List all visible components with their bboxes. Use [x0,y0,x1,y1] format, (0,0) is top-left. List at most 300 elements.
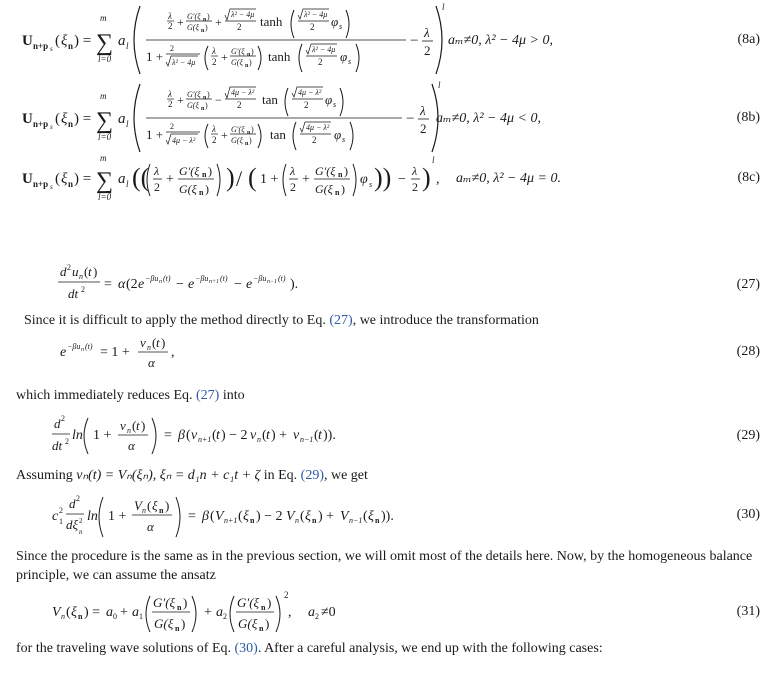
svg-text:d: d [69,496,76,511]
equation-31 [0,588,782,636]
svg-text:n+1: n+1 [198,435,212,444]
svg-text:n: n [199,188,204,197]
svg-text:1 +: 1 + [93,428,112,443]
svg-text:a: a [118,33,126,49]
svg-text:n: n [375,516,380,525]
svg-text:2: 2 [318,57,323,67]
equation-28-formula [58,332,258,372]
svg-text:): ) [207,90,210,99]
svg-text:ξ: ξ [305,509,311,524]
svg-text:λ: λ [168,11,172,21]
svg-text:∑: ∑ [96,30,114,56]
svg-text:1: 1 [59,517,63,526]
svg-text:G(ξ: G(ξ [187,23,199,32]
svg-text:α: α [128,438,135,453]
svg-text:+: + [204,605,212,620]
equation-8b-formula [22,78,672,158]
svg-text:u: u [72,264,79,279]
svg-text:a: a [118,171,126,187]
eq-27-link[interactable]: (27) [329,313,353,328]
svg-text:n: n [177,603,182,612]
svg-text:G(ξ: G(ξ [154,616,174,631]
svg-text:λ: λ [212,124,216,134]
svg-text:n: n [68,41,74,51]
svg-text:n+p: n+p [33,41,49,51]
svg-text:) − 2: ) − 2 [256,509,283,524]
equation-31-number: (31) [736,604,760,619]
svg-text:φ: φ [334,127,342,142]
equation-29 [0,410,782,460]
svg-text:n: n [61,612,65,621]
svg-text:2: 2 [290,180,296,194]
svg-text:n: n [257,435,261,444]
svg-text:n: n [79,528,83,536]
svg-text:).: ). [290,277,299,292]
svg-text:n: n [312,516,317,525]
svg-text:m: m [100,153,107,163]
svg-text:s: s [50,183,53,191]
svg-text:tan: tan [270,127,286,142]
svg-text:β: β [178,428,185,443]
svg-text:G′(ξ: G′(ξ [237,595,260,610]
svg-text:t: t [136,418,140,433]
svg-text:n: n [201,28,205,34]
svg-text:(: ( [55,111,60,127]
equation-8c [0,152,782,204]
svg-text:U: U [22,171,33,187]
svg-text:n: n [68,179,74,189]
svg-text:α: α [148,355,155,370]
svg-text:e: e [138,277,145,292]
svg-text:s: s [333,100,337,109]
svg-text:G′(ξ: G′(ξ [231,125,245,134]
svg-text:t: t [266,428,270,443]
svg-text:2: 2 [412,180,418,194]
equation-8b-condition: aₘ≠0, λ² − 4μ < 0, [436,111,541,126]
equation-30-number: (30) [736,507,760,522]
svg-text:): ) [165,498,170,513]
svg-text:n: n [159,279,162,285]
svg-text:U: U [22,33,33,49]
svg-text:(t): (t) [220,274,228,283]
svg-text:φ: φ [325,92,333,107]
svg-text:(: ( [238,509,243,524]
svg-text:2: 2 [237,22,242,32]
svg-text:(t): (t) [278,274,286,283]
svg-text:G(ξ: G(ξ [179,182,197,196]
svg-text:V: V [52,605,61,620]
svg-text:e: e [188,277,195,292]
svg-text:+: + [120,605,128,620]
svg-text:) =: ) = [74,111,92,127]
svg-text:n−1: n−1 [300,435,314,444]
svg-text:n: n [159,506,164,515]
svg-text:ξ: ξ [61,33,68,49]
svg-text:tanh: tanh [268,49,291,64]
svg-text:G(ξ: G(ξ [238,616,258,631]
svg-text:): ) [341,182,345,196]
svg-text:G′(ξ: G′(ξ [315,164,336,178]
svg-text:): ) [344,164,348,178]
svg-text:≠0: ≠0 [321,605,336,620]
equation-31-formula [50,588,370,636]
svg-text:2: 2 [59,506,63,515]
svg-text:ξ: ξ [61,171,68,187]
svg-text:) +: ) + [271,428,288,443]
svg-text:λ² − 4μ: λ² − 4μ [172,58,196,67]
svg-text:−: − [176,277,184,292]
svg-text:λ² − 4μ: λ² − 4μ [312,45,336,54]
svg-text:t: t [216,428,220,443]
svg-text:λ: λ [424,25,430,40]
svg-text:n: n [259,624,264,633]
svg-text:λ: λ [154,164,160,178]
svg-text:n: n [68,119,74,129]
svg-text:l=0: l=0 [98,132,112,142]
svg-text:)): )) [374,163,392,192]
svg-text:λ: λ [212,46,216,56]
svg-text:2: 2 [304,100,309,110]
svg-text:4μ − λ²: 4μ − λ² [298,88,322,97]
svg-text:−: − [406,111,415,127]
svg-text:n: n [295,516,299,525]
svg-text:(t): (t) [85,342,93,351]
svg-text:t: t [318,428,322,443]
svg-text:ξ: ξ [61,111,68,127]
svg-text:(: ( [363,509,368,524]
svg-text:n: n [245,63,249,69]
paragraph-text: Since it is difficult to apply the method directly to Eq. [24,313,330,328]
svg-text:dt: dt [52,438,63,453]
svg-text:): ) [422,163,431,192]
svg-text:=: = [188,509,196,524]
svg-text:2: 2 [315,612,319,621]
svg-text:n: n [250,516,255,525]
svg-text:(: ( [152,335,157,350]
svg-text:(: ( [262,428,267,443]
svg-text:(: ( [314,428,319,443]
svg-text:a: a [308,605,315,620]
svg-text:l: l [126,119,129,129]
svg-text:2: 2 [76,494,80,503]
svg-text:2: 2 [212,57,217,67]
svg-text:1 +: 1 + [146,49,164,64]
paragraph-text: which immediately reduces Eq. [16,388,196,403]
svg-text:λ: λ [412,164,418,178]
equation-28-number: (28) [736,344,760,359]
svg-text:l: l [442,2,445,12]
svg-text:s: s [339,22,343,31]
svg-text:2: 2 [284,590,289,600]
svg-text:2: 2 [212,135,217,145]
svg-text:(: ( [212,428,217,443]
svg-text:1 +: 1 + [108,509,127,524]
svg-text:n: n [203,17,207,23]
paragraph-homogeneous-balance: Since the procedure is the same as in the previous section, we will omit most of the details here. Now, by the homogeneous balance principle, we can assume the ansatz [16,549,753,583]
svg-text:l: l [126,179,129,189]
svg-text:): ) [181,616,186,631]
svg-text:+: + [221,128,228,142]
svg-text:,: , [436,172,440,187]
svg-text:n+p: n+p [33,119,49,129]
svg-text:n: n [202,170,207,179]
svg-text:V: V [286,509,295,524]
svg-text:/: / [236,166,243,191]
svg-text:n: n [175,624,180,633]
svg-text:0: 0 [113,612,117,621]
svg-text:n−1: n−1 [349,516,363,525]
svg-text:+: + [302,172,310,187]
svg-text:e: e [246,277,253,292]
svg-text:) − 2: ) − 2 [221,428,248,443]
svg-text:G(ξ: G(ξ [231,136,243,145]
svg-text:λ: λ [420,103,426,118]
svg-text:1: 1 [139,612,143,621]
svg-text:ξ: ξ [243,509,249,524]
svg-text:∑: ∑ [96,108,114,134]
svg-text:): ) [265,616,270,631]
paragraph-text: into [219,388,245,403]
svg-text:,: , [288,605,292,620]
svg-text:): ) [205,23,208,32]
svg-text:−: − [215,93,222,107]
svg-text:n: n [338,170,343,179]
svg-text:2: 2 [420,121,427,136]
svg-text:n: n [201,106,205,112]
svg-text:+: + [177,93,184,107]
svg-text:−βu: −βu [145,274,159,283]
svg-text:λ² − 4μ: λ² − 4μ [231,10,255,19]
equation-29-formula [50,410,370,460]
svg-text:n+1: n+1 [209,279,220,285]
svg-text:): ) [226,163,235,192]
svg-text:G(ξ: G(ξ [231,58,243,67]
paragraph-text: , we introduce the transformation [352,313,539,328]
svg-text:): ) [141,418,146,433]
equation-8a [0,0,782,80]
svg-text:α: α [118,277,126,292]
svg-text:v: v [191,428,198,443]
svg-text:−βu: −βu [195,274,209,283]
svg-text:l=0: l=0 [98,192,112,202]
svg-text:(: ( [300,509,305,524]
svg-text:n: n [203,95,207,101]
svg-text:=: = [164,428,172,443]
svg-text:e: e [60,345,67,360]
svg-text:2: 2 [168,21,173,31]
svg-text:(: ( [84,264,89,279]
eq-29-link[interactable]: (29) [300,468,324,483]
svg-text:1 +: 1 + [146,127,164,142]
svg-text:2: 2 [81,285,85,294]
equation-8c-number: (8c) [737,170,760,185]
svg-text:c: c [52,509,59,524]
svg-text:G′(ξ: G′(ξ [187,12,201,21]
svg-text:ln: ln [72,428,83,443]
equation-8c-formula [22,152,662,204]
eq-27-link[interactable]: (27) [196,388,220,403]
svg-text:n: n [79,272,83,281]
svg-text:2: 2 [170,122,174,131]
svg-text:): ) [205,101,208,110]
inline-math: vₙ(t) = Vₙ(ξₙ), ξₙ = d₁n + c₁t + ζ [76,468,261,483]
svg-text:): ) [93,264,98,279]
svg-text:G′(ξ: G′(ξ [179,164,200,178]
svg-text:φ: φ [360,172,368,187]
svg-text:a: a [132,605,139,620]
paragraph-text: in Eq. [260,468,301,483]
svg-text:(2: (2 [126,277,138,292]
svg-text:(: ( [210,509,215,524]
svg-text:(: ( [55,171,60,187]
svg-text:∑: ∑ [96,168,114,194]
svg-text:G′(ξ: G′(ξ [153,595,176,610]
equation-8b [0,78,782,158]
paragraph-assuming [16,466,766,485]
svg-text:−βu: −βu [67,342,81,351]
svg-text:n: n [261,603,266,612]
svg-text:n: n [81,347,84,353]
equation-27-number: (27) [736,277,760,292]
svg-text:((: (( [132,163,150,192]
svg-text:) =: ) = [74,171,92,187]
svg-text:(: ( [55,33,60,49]
svg-text:n: n [247,52,251,58]
paragraph-text: for the traveling wave solutions of Eq. [16,641,235,656]
svg-text:,: , [171,345,175,360]
svg-text:l: l [432,155,435,165]
svg-text:s: s [348,57,352,66]
svg-text:2: 2 [65,437,69,446]
svg-text:v: v [250,428,257,443]
svg-text:a: a [106,605,113,620]
svg-text:(: ( [248,163,257,192]
svg-text:n: n [147,343,151,352]
svg-text:+: + [221,50,228,64]
svg-text:V: V [340,509,349,524]
svg-text:): ) [205,182,209,196]
svg-text:s: s [50,45,53,53]
svg-text:) =: ) = [84,605,101,620]
svg-text:n+1: n+1 [224,516,238,525]
svg-text:dt: dt [68,286,79,301]
svg-text:φ: φ [340,49,348,64]
svg-text:V: V [215,509,224,524]
svg-text:s: s [342,135,346,144]
svg-text:−: − [234,277,242,292]
svg-text:2: 2 [154,180,160,194]
svg-text:2: 2 [310,22,315,32]
svg-text:) +: ) + [318,509,335,524]
svg-text:λ² − 4μ: λ² − 4μ [304,10,328,19]
svg-text:l=0: l=0 [98,54,112,64]
svg-text:U: U [22,111,33,127]
svg-text:n+p: n+p [33,179,49,189]
svg-text:(t): (t) [163,274,171,283]
equation-27 [0,262,782,308]
svg-text:): ) [267,595,272,610]
paragraph-text: . After a careful analysis, we end up with the following cases: [257,641,603,656]
svg-text:2: 2 [79,517,83,525]
svg-text:(: ( [66,605,71,620]
svg-text:+: + [166,172,174,187]
eq-30-link[interactable]: (30) [234,641,258,656]
svg-text:tanh: tanh [260,14,283,29]
svg-text:a: a [118,111,126,127]
svg-text:4μ − λ²: 4μ − λ² [231,88,255,97]
svg-text:t: t [156,335,160,350]
svg-text:v: v [293,428,300,443]
svg-text:): ) [251,47,254,56]
svg-text:−βu: −βu [253,274,267,283]
svg-text:ξ: ξ [368,509,374,524]
svg-text:2: 2 [223,612,227,621]
equation-28 [0,332,782,372]
svg-text:−: − [410,33,419,49]
svg-text:n: n [335,188,340,197]
svg-text:): ) [207,12,210,21]
svg-text:ξ: ξ [71,605,77,620]
svg-text:β: β [202,509,209,524]
svg-text:1 +: 1 + [260,172,279,187]
svg-text:+: + [177,15,184,29]
equation-27-formula [58,262,398,308]
svg-text:d: d [60,264,67,279]
svg-text:v: v [140,335,146,350]
svg-text:s: s [369,180,373,189]
svg-text:2: 2 [67,263,71,272]
svg-text:(: ( [147,498,152,513]
svg-text:(: ( [132,418,137,433]
svg-text:s: s [50,123,53,131]
svg-text:λ: λ [168,89,172,99]
svg-text:d: d [54,416,61,431]
svg-text:+: + [215,15,222,29]
svg-text:n: n [247,130,251,136]
svg-text:G(ξ: G(ξ [187,101,199,110]
svg-text:α: α [147,519,154,534]
svg-text:G′(ξ: G′(ξ [187,90,201,99]
svg-text:G(ξ: G(ξ [315,182,333,196]
svg-text:n: n [127,426,131,435]
svg-text:)).: )). [381,509,394,524]
equation-29-number: (29) [736,428,760,443]
svg-text:): ) [249,136,252,145]
svg-text:n−1: n−1 [267,279,278,285]
svg-text:v: v [120,418,126,433]
svg-text:n: n [142,506,146,515]
svg-text:−: − [398,172,406,187]
svg-text:a: a [216,605,223,620]
paragraph-text: Assuming [16,468,77,483]
equation-8a-number: (8a) [737,32,760,47]
svg-text:): ) [183,595,188,610]
svg-text:t: t [88,264,92,279]
svg-text:): ) [251,125,254,134]
svg-text:2: 2 [237,100,242,110]
equation-8a-condition: aₘ≠0, λ² − 4μ > 0, [448,33,553,48]
svg-text:4μ − λ²: 4μ − λ² [306,123,330,132]
svg-text:dξ: dξ [66,517,79,532]
svg-text:n: n [78,612,83,621]
svg-text:): ) [161,335,166,350]
svg-text:= 1 +: = 1 + [100,345,130,360]
paragraph-cases-intro [16,639,766,658]
equation-8b-number: (8b) [736,110,760,125]
equation-8a-formula [22,0,672,80]
svg-text:2: 2 [168,99,173,109]
paragraph-reduces [16,386,766,405]
